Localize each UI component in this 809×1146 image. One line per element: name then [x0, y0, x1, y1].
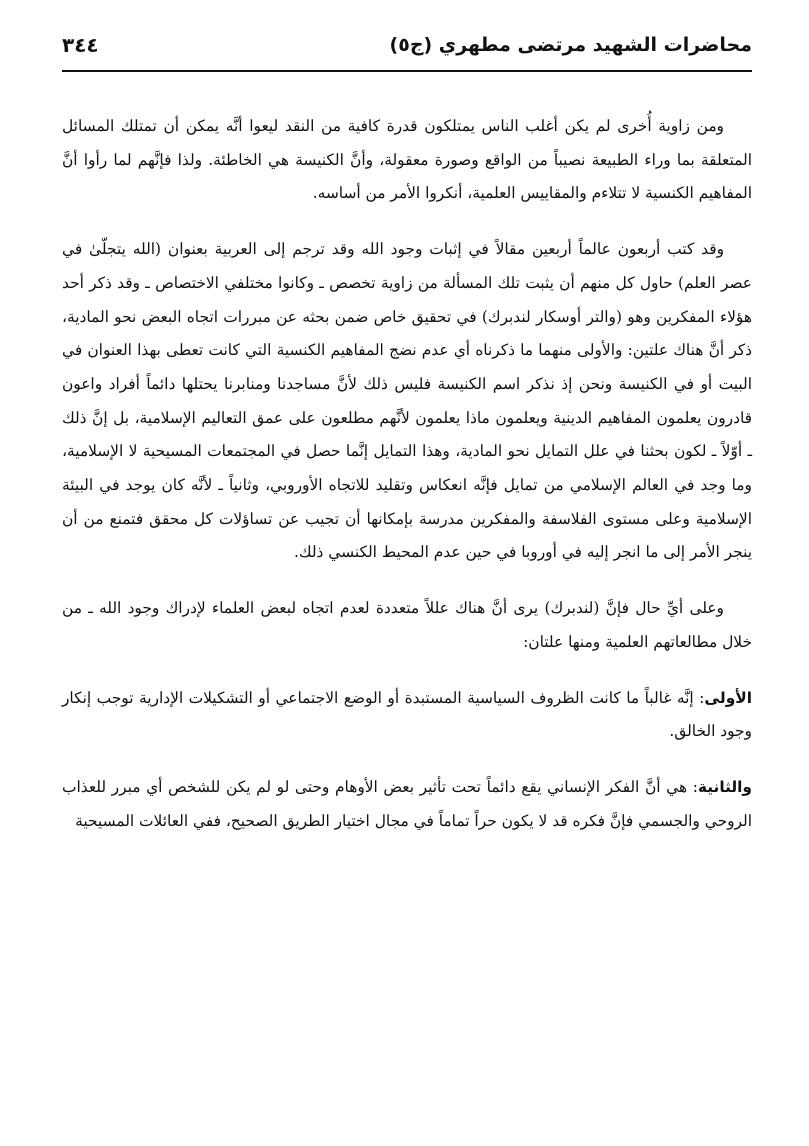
paragraph-text: وعلى أيِّ حال فإنَّ (لندبرك) يرى أنَّ هناك عللاً متعددة لعدم اتجاه لبعض العلماء لإدراك وجود الله ـ من خلال مطالعاتهم العلمية ومنها علتان:	[62, 599, 752, 651]
paragraph	[62, 682, 752, 749]
paragraph-lead: الأولى	[704, 688, 752, 707]
page-number: ٣٤٤	[62, 33, 99, 57]
paragraph-text: : إنَّه غالباً ما كانت الظروف السياسية المستبدة أو الوضع الاجتماعي أو التشكيلات الإدارية توجب إنكار وجود الخالق.	[62, 688, 752, 741]
paragraph	[62, 233, 752, 570]
paragraph	[62, 771, 752, 838]
paragraph-lead: والثانية	[697, 777, 752, 796]
book-title: محاضرات الشهيد مرتضى مطهري (ج٥)	[389, 34, 752, 56]
paragraph-text: وقد كتب أربعون عالماً أربعين مقالاً في إثبات وجود الله وقد ترجم إلى العربية بعنوان (الله يتجلّىٰ في عصر العلم) حاول كل منهم أن يثبت تلك المسألة من زاوية تخصص ـ وكانوا مختلفي الاختصاص ـ وقد ذكر أحد هؤلاء المفكرين وهو (والتر أوسكار لندبرك) في تحقيق خاص ضمن بحثه عن مبررات اتجاه البعض نحو المادية، ذكر أنَّ هناك علتين: والأولى منهما ما ذكرناه أي عدم نضج المفاهيم الكنسية التي كانت تعطى بهذا العنوان في البيت أو في الكنيسة ونحن إذ نذكر اسم الكنيسة فليس ذلك لأنَّ مساجدنا ومنابرنا يحتلها دائماً أفراد واعون قادرون يعلمون المفاهيم الدينية ويعلمون ماذا يعلمون لأنَّهم مطلعون على عمق التعاليم الإسلامية، بل إنَّ ذلك ـ أوّلاً ـ لكون بحثنا في علل التمايل نحو المادية، وهذا التمايل إنَّما حصل في المجتمعات المسيحية لا الإسلامية، وما وجد في العالم الإسلامي من تمايل فإنَّه انعكاس وتقليد للاتجاه الأوروبي، وثانياً ـ لأنَّه كان يوجد في البيئة الإسلامية وعلى مستوى الفلاسفة والمفكرين مدرسة بإمكانها أن تجيب عن تساؤلات كل محقق فتمنع من أن ينجر الأمر إلى ما انجر إليه في أوروبا في حين عدم المحيط الكنسي ذلك.	[62, 240, 752, 562]
book-page	[62, 28, 752, 838]
page-body	[62, 110, 752, 838]
paragraph-text: : هي أنَّ الفكر الإنساني يقع دائماً تحت تأثير بعض الأوهام وحتى لو لم يكن للشخص أي مبرر للعذاب الروحي والجسمي فإنَّ فكره قد لا يكون حراً تماماً في مجال اختيار الطريق الصحيح، ففي العائلات المسيحية	[62, 777, 752, 830]
header-divider	[62, 70, 752, 72]
page-header	[62, 28, 752, 62]
paragraph	[62, 592, 752, 659]
paragraph-text: ومن زاوية أُخرى لم يكن أغلب الناس يمتلكون قدرة كافية من النقد ليعوا أنَّه يمكن أن تمتلك المسائل المتعلقة بما وراء الطبيعة نصيباً من الواقع وصورة معقولة، وأنَّ الكنيسة هي الخاطئة. ولذا فإنَّهم لما رأوا أنَّ المفاهيم الكنسية لا تتلاءم والمقاييس العلمية، أنكروا الأمر من أساسه.	[62, 117, 752, 203]
paragraph	[62, 110, 752, 211]
